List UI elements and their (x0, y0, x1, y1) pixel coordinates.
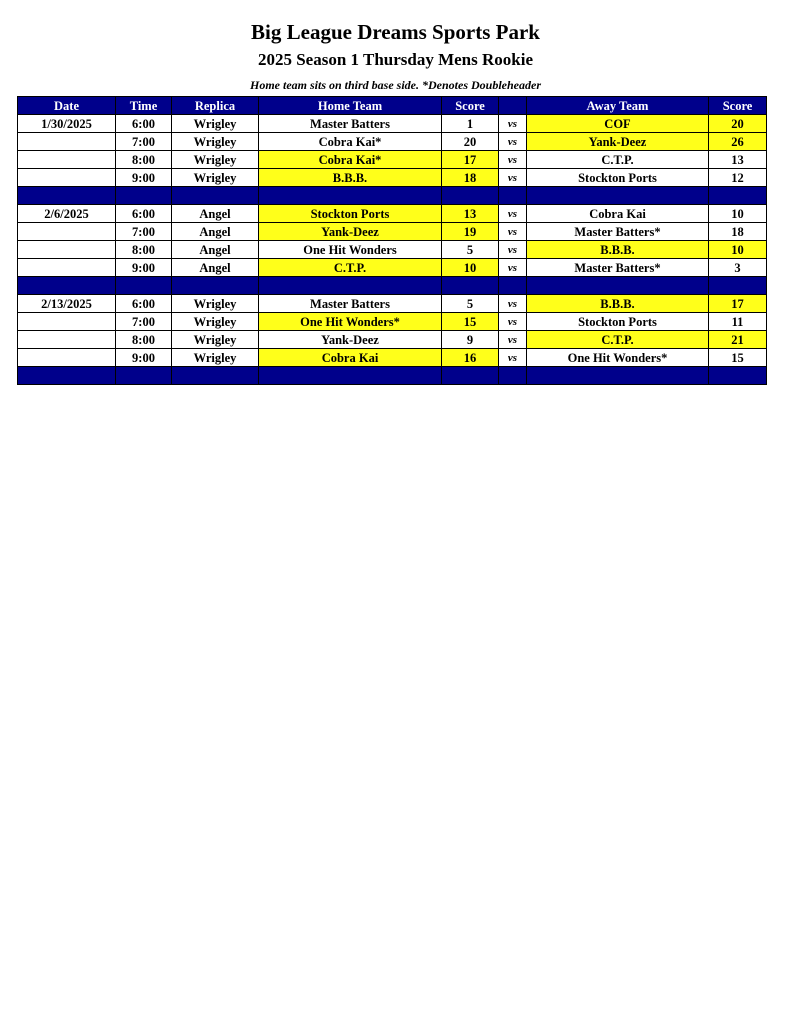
separator-cell (172, 187, 259, 205)
home-score-cell: 5 (442, 241, 499, 259)
away-team-cell: B.B.B. (527, 295, 709, 313)
week-separator-row (18, 187, 767, 205)
game-row (18, 169, 767, 187)
home-team-cell: Cobra Kai* (259, 133, 442, 151)
home-team-cell: Cobra Kai* (259, 151, 442, 169)
separator-cell (527, 277, 709, 295)
separator-cell (259, 277, 442, 295)
separator-cell (116, 367, 172, 385)
time-cell: 7:00 (116, 223, 172, 241)
date-cell (18, 169, 116, 187)
separator-cell (709, 367, 767, 385)
separator-cell (18, 367, 116, 385)
home-team-cell: Stockton Ports (259, 205, 442, 223)
home-team-cell: Master Batters (259, 295, 442, 313)
date-cell: 2/6/2025 (18, 205, 116, 223)
game-row (18, 313, 767, 331)
separator-cell (499, 187, 527, 205)
home-score-cell: 10 (442, 259, 499, 277)
away-team-cell: Cobra Kai (527, 205, 709, 223)
page-subtitle: 2025 Season 1 Thursday Mens Rookie (257, 50, 534, 69)
schedule-table (17, 96, 767, 385)
separator-cell (499, 367, 527, 385)
separator-cell (18, 277, 116, 295)
schedule-note: Home team sits on third base side. *Denotes Doubleheader (250, 78, 541, 92)
replica-cell: Wrigley (172, 169, 259, 187)
separator-cell (18, 187, 116, 205)
date-cell (18, 133, 116, 151)
home-team-cell: Master Batters (259, 115, 442, 133)
away-score-cell: 10 (709, 241, 767, 259)
vs-label: vs (499, 151, 527, 169)
vs-label: vs (499, 169, 527, 187)
away-team-cell: COF (527, 115, 709, 133)
away-score-cell: 21 (709, 331, 767, 349)
replica-cell: Wrigley (172, 115, 259, 133)
away-score-cell: 18 (709, 223, 767, 241)
separator-cell (172, 277, 259, 295)
time-cell: 6:00 (116, 115, 172, 133)
game-row (18, 223, 767, 241)
column-header-home-score: Score (442, 97, 499, 115)
vs-label: vs (499, 115, 527, 133)
column-header-date: Date (18, 97, 116, 115)
time-cell: 6:00 (116, 295, 172, 313)
time-cell: 7:00 (116, 313, 172, 331)
separator-cell (116, 187, 172, 205)
vs-label: vs (499, 205, 527, 223)
column-header-replica: Replica (172, 97, 259, 115)
separator-cell (442, 367, 499, 385)
replica-cell: Wrigley (172, 349, 259, 367)
time-cell: 8:00 (116, 331, 172, 349)
home-team-cell: C.T.P. (259, 259, 442, 277)
replica-cell: Angel (172, 259, 259, 277)
vs-label: vs (499, 331, 527, 349)
away-team-cell: Master Batters* (527, 259, 709, 277)
week-separator-row (18, 367, 767, 385)
replica-cell: Angel (172, 223, 259, 241)
separator-cell (709, 187, 767, 205)
game-row (18, 241, 767, 259)
vs-label: vs (499, 223, 527, 241)
replica-cell: Angel (172, 241, 259, 259)
home-score-cell: 5 (442, 295, 499, 313)
home-score-cell: 16 (442, 349, 499, 367)
separator-cell (172, 367, 259, 385)
schedule-body (18, 115, 767, 385)
away-score-cell: 26 (709, 133, 767, 151)
date-cell (18, 331, 116, 349)
away-score-cell: 17 (709, 295, 767, 313)
column-header-away-team: Away Team (527, 97, 709, 115)
separator-cell (116, 277, 172, 295)
replica-cell: Wrigley (172, 295, 259, 313)
date-cell (18, 241, 116, 259)
home-team-cell: B.B.B. (259, 169, 442, 187)
date-cell: 1/30/2025 (18, 115, 116, 133)
vs-label: vs (499, 133, 527, 151)
replica-cell: Wrigley (172, 313, 259, 331)
game-row (18, 349, 767, 367)
column-header-time: Time (116, 97, 172, 115)
separator-cell (499, 277, 527, 295)
week-separator-row (18, 277, 767, 295)
time-cell: 8:00 (116, 151, 172, 169)
date-cell (18, 349, 116, 367)
time-cell: 9:00 (116, 349, 172, 367)
date-cell: 2/13/2025 (18, 295, 116, 313)
away-team-cell: One Hit Wonders* (527, 349, 709, 367)
page-title: Big League Dreams Sports Park (251, 20, 540, 44)
vs-label: vs (499, 313, 527, 331)
date-cell (18, 223, 116, 241)
date-cell (18, 151, 116, 169)
away-score-cell: 13 (709, 151, 767, 169)
away-team-cell: B.B.B. (527, 241, 709, 259)
game-row (18, 133, 767, 151)
separator-cell (259, 187, 442, 205)
vs-label: vs (499, 241, 527, 259)
time-cell: 9:00 (116, 259, 172, 277)
home-score-cell: 15 (442, 313, 499, 331)
replica-cell: Wrigley (172, 133, 259, 151)
away-score-cell: 20 (709, 115, 767, 133)
game-row (18, 151, 767, 169)
away-score-cell: 10 (709, 205, 767, 223)
home-score-cell: 13 (442, 205, 499, 223)
game-row (18, 259, 767, 277)
game-row (18, 115, 767, 133)
time-cell: 6:00 (116, 205, 172, 223)
game-row (18, 331, 767, 349)
home-score-cell: 17 (442, 151, 499, 169)
away-score-cell: 3 (709, 259, 767, 277)
home-score-cell: 9 (442, 331, 499, 349)
separator-cell (442, 187, 499, 205)
time-cell: 7:00 (116, 133, 172, 151)
home-score-cell: 19 (442, 223, 499, 241)
date-cell (18, 259, 116, 277)
column-header-away-score: Score (709, 97, 767, 115)
home-team-cell: One Hit Wonders (259, 241, 442, 259)
home-team-cell: Cobra Kai (259, 349, 442, 367)
away-team-cell: C.T.P. (527, 331, 709, 349)
column-header-home-team: Home Team (259, 97, 442, 115)
time-cell: 8:00 (116, 241, 172, 259)
separator-cell (442, 277, 499, 295)
home-team-cell: Yank-Deez (259, 223, 442, 241)
away-score-cell: 15 (709, 349, 767, 367)
vs-label: vs (499, 349, 527, 367)
home-score-cell: 20 (442, 133, 499, 151)
game-row (18, 295, 767, 313)
header-row (18, 97, 767, 115)
replica-cell: Angel (172, 205, 259, 223)
column-header-vs (499, 97, 527, 115)
game-row (18, 205, 767, 223)
away-team-cell: Stockton Ports (527, 313, 709, 331)
separator-cell (709, 277, 767, 295)
separator-cell (527, 367, 709, 385)
away-team-cell: Master Batters* (527, 223, 709, 241)
away-score-cell: 11 (709, 313, 767, 331)
replica-cell: Wrigley (172, 151, 259, 169)
replica-cell: Wrigley (172, 331, 259, 349)
away-team-cell: C.T.P. (527, 151, 709, 169)
date-cell (18, 313, 116, 331)
time-cell: 9:00 (116, 169, 172, 187)
home-team-cell: Yank-Deez (259, 331, 442, 349)
away-team-cell: Stockton Ports (527, 169, 709, 187)
separator-cell (259, 367, 442, 385)
separator-cell (527, 187, 709, 205)
vs-label: vs (499, 295, 527, 313)
home-score-cell: 18 (442, 169, 499, 187)
away-team-cell: Yank-Deez (527, 133, 709, 151)
away-score-cell: 12 (709, 169, 767, 187)
home-score-cell: 1 (442, 115, 499, 133)
vs-label: vs (499, 259, 527, 277)
home-team-cell: One Hit Wonders* (259, 313, 442, 331)
